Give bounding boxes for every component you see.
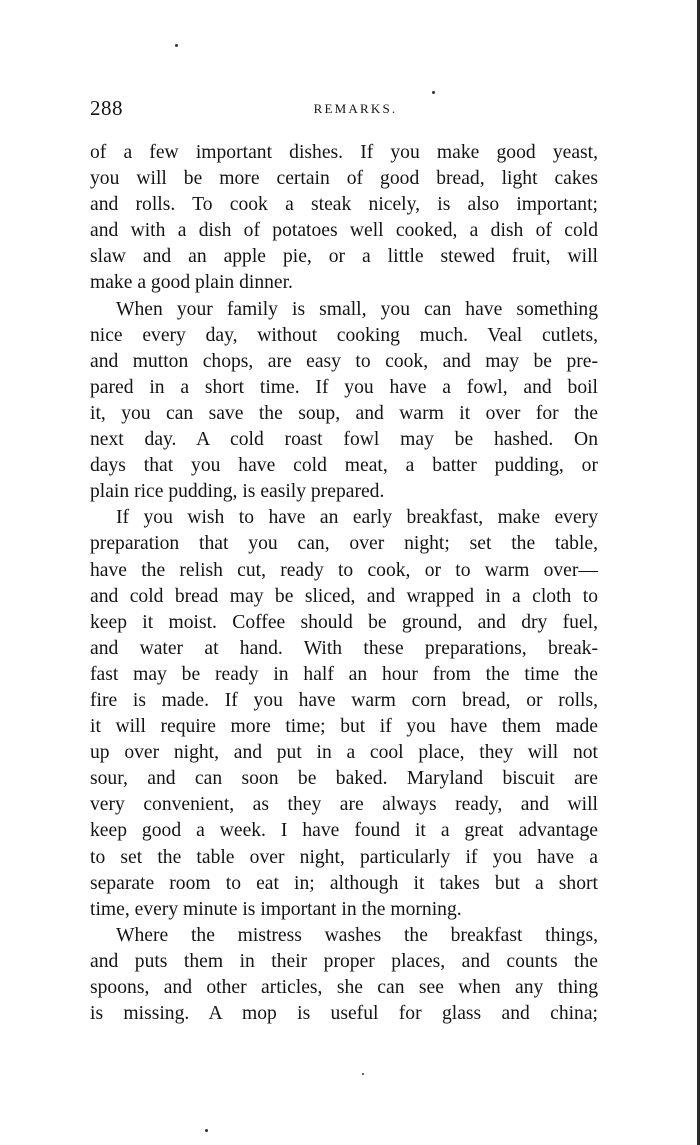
paragraph [90,505,598,923]
text-line: to set the table over night, particularly if you have a [90,846,598,868]
text-line: fire is made. If you have warm corn bread, or rolls, [90,689,598,711]
paragraph [90,297,598,506]
text-line: is missing. A mop is useful for glass and china; [90,1003,598,1025]
paragraph [90,923,598,1027]
text-line: sour, and can soon be baked. Maryland biscuit are [90,768,598,790]
text-line: separate room to eat in; although it takes but a short [90,872,598,894]
text-line: Where the mistress washes the breakfast things, [116,924,598,946]
paragraph [90,140,598,297]
text-line: time, every minute is important in the morning. [90,898,462,920]
text-line: it will require more time; but if you have them made [90,716,598,738]
text-line: it, you can save the soup, and warm it over for the [90,402,598,424]
text-line: and mutton chops, are easy to cook, and may be pre- [90,350,598,372]
page-header [90,96,595,126]
text-line: preparation that you can, over night; set the table, [90,533,598,555]
page-number: 288 [90,96,123,120]
ink-speck [175,44,178,47]
text-line: you will be more certain of good bread, light cakes [90,168,598,190]
text-line: and water at hand. With these preparations, break- [90,637,598,659]
text-line: very convenient, as they are always ready, and will [90,794,598,816]
text-line: slaw and an apple pie, or a little stewed fruit, will [90,246,598,268]
text-line: pared in a short time. If you have a fowl, and boil [90,376,598,398]
text-line: If you wish to have an early breakfast, make every [116,507,598,529]
text-line: have the relish cut, ready to cook, or to warm over— [90,559,598,581]
text-line: and rolls. To cook a steak nicely, is also important; [90,194,598,216]
body-text [90,140,598,1027]
text-line: up over night, and put in a cool place, they will not [90,742,598,764]
text-line: keep it moist. Coffee should be ground, and dry fuel, [90,611,598,633]
text-line: make a good plain dinner. [90,272,293,294]
text-line: and with a dish of potatoes well cooked, a dish of cold [90,220,598,242]
text-line: keep good a week. I have found it a great advantage [90,820,598,842]
text-line: spoons, and other articles, she can see when any thing [90,977,598,998]
text-line: next day. A cold roast fowl may be hashed. On [90,429,598,451]
text-line: of a few important dishes. If you make good yeast, [90,142,598,163]
ink-speck [432,91,435,94]
ink-speck [205,1129,208,1132]
text-line: days that you have cold meat, a batter pudding, or [90,455,598,477]
ink-speck [362,1073,364,1075]
text-line: and puts them in their proper places, and counts the [90,950,598,972]
text-line: plain rice pudding, is easily prepared. [90,481,385,503]
text-line: and cold bread may be sliced, and wrapped in a cloth to [90,585,598,607]
text-line: fast may be ready in half an hour from the time the [90,663,598,685]
running-head: REMARKS. [313,101,398,116]
text-line: When your family is small, you can have something [116,298,598,320]
text-line: nice every day, without cooking much. Veal cutlets, [90,324,598,346]
